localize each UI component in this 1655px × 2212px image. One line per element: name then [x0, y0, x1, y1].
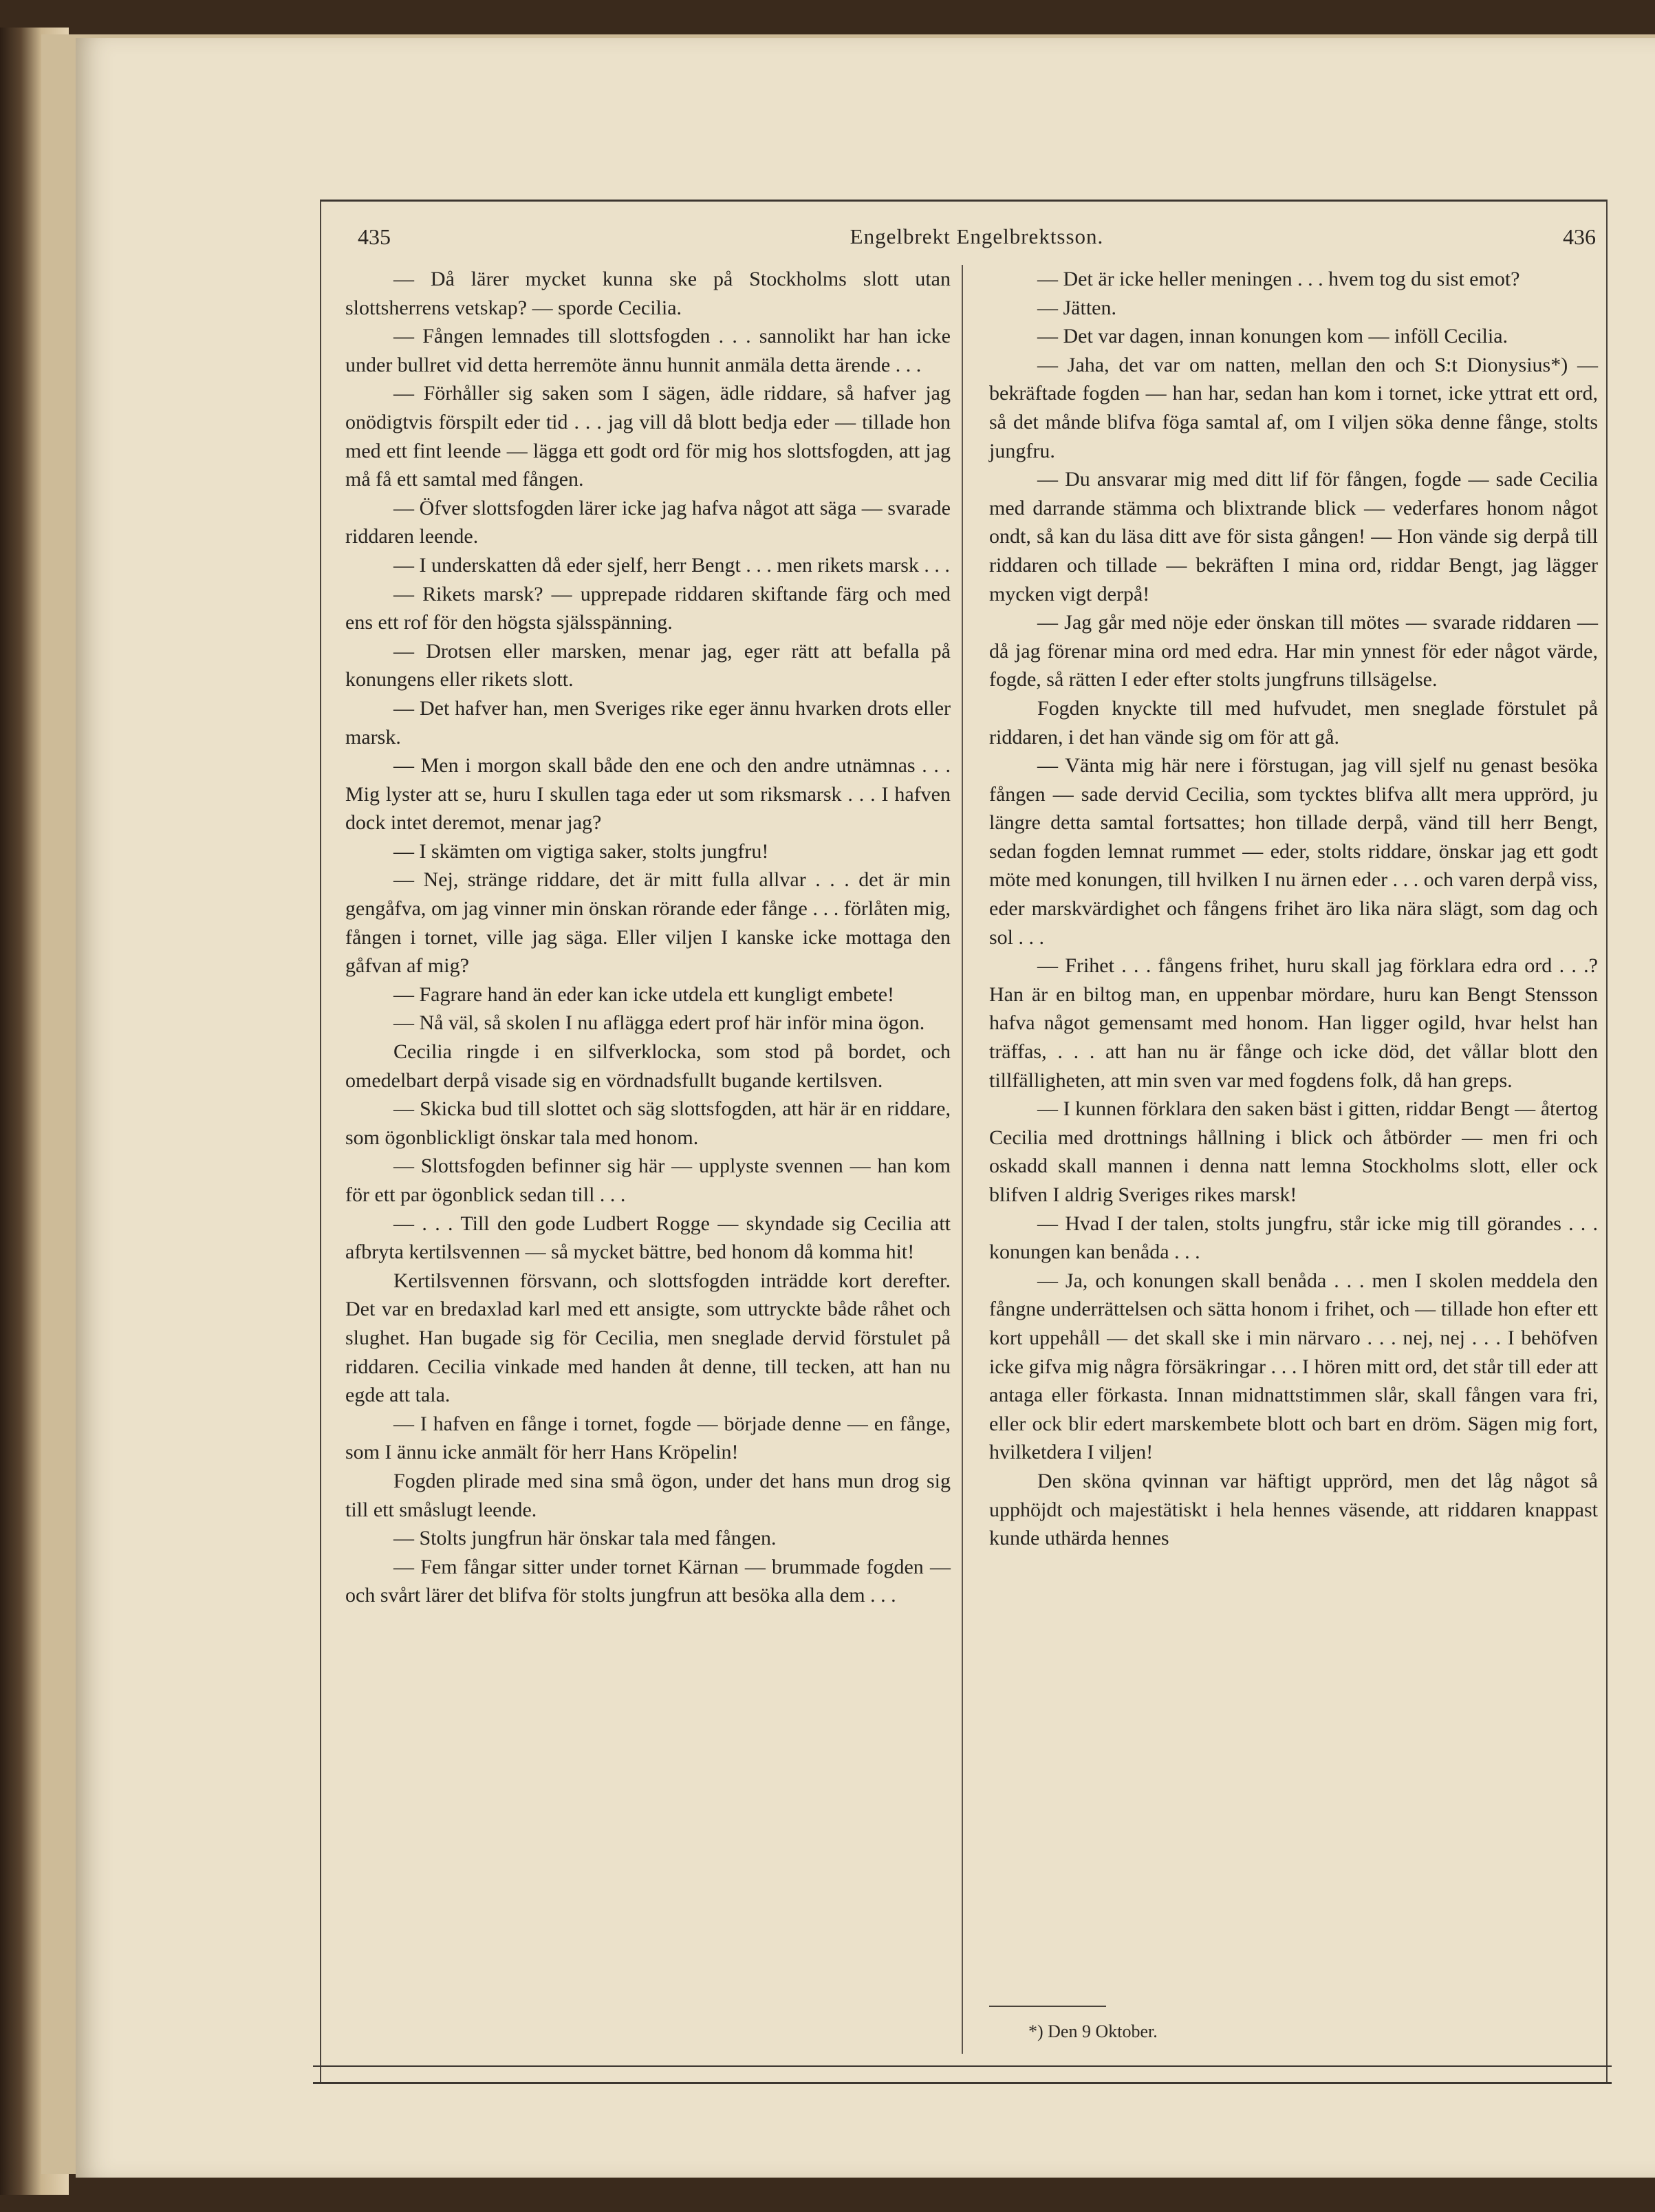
paragraph: Cecilia ringde i en silfverklocka, som stod på bordet, och omedelbart derpå visade sig en vördnadsfullt bugande kertilsven.: [345, 1040, 951, 1092]
paragraph: — Stolts jungfrun här önskar tala med fången.: [393, 1527, 777, 1550]
paragraph: Fogden plirade med sina små ögon, under det hans mun drog sig till ett småslugt leende.: [345, 1469, 951, 1521]
paragraph: — Hvad I der talen, stolts jungfru, står icke mig till görandes . . . konungen kan benåda . . .: [989, 1212, 1598, 1264]
paragraph: — Slottsfogden befinner sig här — upplyste svennen — han kom för ett par ögonblick sedan till . . .: [345, 1155, 951, 1206]
paragraph: — Öfver slottsfogden lärer icke jag hafva något att säga — svarade riddaren leende.: [345, 496, 951, 548]
paragraph: — Rikets marsk? — upprepade riddaren skiftande färg och med ens ett rof för den högsta själsspänning.: [345, 582, 951, 634]
page-number-right: 436: [1563, 224, 1596, 249]
left-column: [345, 265, 951, 1610]
right-column: [989, 265, 1598, 1553]
paragraph: — Det hafver han, men Sveriges rike eger ännu hvarken drots eller marsk.: [345, 696, 951, 749]
paragraph: — I hafven en fånge i tornet, fogde — började denne — en fånge, som I ännu icke anmält för herr Hans Kröpelin!: [345, 1412, 951, 1464]
paragraph: — Nej, stränge riddare, det är mitt fulla allvar . . . det är min gengåfva, om jag vinner min önskan rörande eder fånge . . . förlåten mig, fången i tornet, ville jag säga. Eller viljen I kanske icke mottaga den gåfvan af mig?: [345, 868, 951, 978]
paragraph: — Drotsen eller marsken, menar jag, eger rätt att befalla på konungens eller rikets slott.: [345, 639, 951, 691]
paragraph: — Det var dagen, innan konungen kom — inföll Cecilia.: [1037, 325, 1508, 348]
paragraph: — . . . Till den gode Ludbert Rogge — skyndade sig Cecilia att afbryta kertilsvennen — så mycket bättre, bed honom då komma hit!: [345, 1212, 951, 1264]
running-head: [358, 220, 1596, 255]
paragraph: — Jaha, det var om natten, mellan den och S:t Dionysius*) — bekräftade fogden — han har, sedan han kom i tornet, icke yttrat ett ord, så det månde blifva föga samtal af, om I viljen söka denne fånge, stolts jungfru.: [989, 353, 1598, 462]
paragraph: — Då lärer mycket kunna ske på Stockholms slott utan slottsherrens vetskap? — sporde Cecilia.: [345, 268, 951, 319]
paragraph: Kertilsvennen försvann, och slottsfogden inträdde kort derefter. Det var en bredaxlad karl med ett ansigte, som uttryckte både råhet och slughet. Han bugade sig för Cecilia, men sneglade dervid förstulet på riddaren. Cecilia vinkade med handen åt denne, till tecken, att han nu egde att tala.: [345, 1269, 951, 1407]
paragraph: — Skicka bud till slottet och säg slottsfogden, att här är en riddare, som ögonblickligt önskar tala med honom.: [345, 1097, 951, 1149]
paragraph: Fogden knyckte till med hufvudet, men sneglade förstulet på riddaren, i det han vände sig om för att gå.: [989, 696, 1598, 749]
paragraph: — Jag går med nöje eder önskan till mötes — svarade riddaren — då jag förenar mina ord med edra. Har min ynnest för eder något värde, fogde, så rätten I eder efter stolts jungfruns tillsägelse.: [989, 611, 1598, 691]
footnote: *) Den 9 Oktober.: [1028, 2021, 1158, 2041]
paragraph: Den sköna qvinnan var häftigt upprörd, men det låg något så upphöjdt och majestätiskt i hela hennes väsende, att riddaren knappast kunde uthärda hennes: [989, 1469, 1598, 1550]
running-title: Engelbrekt Engelbrektsson.: [850, 224, 1104, 248]
paragraph: — Frihet . . . fångens frihet, huru skall jag förklara edra ord . . .? Han är en biltog man, en uppenbar mördare, huru kan Bengt Stensson hafva något gemensamt med honom. Han ligger ogild, hvar helst han träffas, . . . att han nu är fånge och icke död, det vållar blott den tillfälligheten, att min sven var med fogdens folk, då han greps.: [989, 954, 1598, 1092]
paragraph: — Fem fångar sitter under tornet Kärnan — brummade fogden — och svårt lärer det blifva för stolts jungfrun att besöka alla dem . . .: [345, 1555, 951, 1607]
paragraph: — Ja, och konungen skall benåda . . . men I skolen meddela den fångne underrättelsen och sätta honom i frihet, och — tillade hon efter ett kort uppehåll — det skall ske i min närvaro . . . nej, nej . . . I behöfven icke gifva mig några försäkringar . . . I hören mitt ord, det står till eder att antaga eller förkasta. Innan midnattstimmen slår, skall fången vara fri, eller ock blir edert marskembete blott och bart en dröm. Sägen mig fort, hvilketdera I viljen!: [989, 1269, 1598, 1464]
paragraph: — Det är icke heller meningen . . . hvem tog du sist emot?: [1037, 268, 1520, 290]
footnote-rule: [989, 2006, 1106, 2007]
paragraph: — Jätten.: [1037, 296, 1116, 319]
paragraph: — Men i morgon skall både den ene och den andre utnämnas . . . Mig lyster att se, huru I skullen taga eder ut som riksmarsk . . . I hafven dock intet deremot, menar jag?: [345, 754, 951, 835]
paragraph: — Du ansvarar mig med ditt lif för fången, fogde — sade Cecilia med darrande stämma och blixtrande blick — vederfares honom något ondt, så kan du läsa ditt ave för sista gången! — Hon vände sig derpå till riddaren och tillade — bekräften I mina ord, riddar Bengt, jag lägger mycken vigt derpå!: [989, 468, 1598, 605]
paragraph: — Nå väl, så skolen I nu aflägga edert prof här inför mina ögon.: [393, 1011, 925, 1035]
paragraph: — I kunnen förklara den saken bäst i gitten, riddar Bengt — återtog Cecilia med drottnings hållning i blick och åtbörder — men fri och oskadd skall mannen i denna natt lemna Stockholms slott, eller ock blifven I aldrig Sveriges rikes marsk!: [989, 1097, 1598, 1206]
paragraph: — Fången lemnades till slottsfogden . . . sannolikt har han icke under bullret vid detta herremöte ännu hunnit anmäla detta ärende . . .: [345, 325, 951, 376]
paragraph: — Förhåller sig saken som I sägen, ädle riddare, så hafver jag onödigtvis förspilt eder tid . . . jag vill då blott bedja eder — tillade hon med ett fint leende — lägga ett godt ord för mig hos slottsfogden, att jag må få ett samtal med fången.: [345, 382, 951, 491]
paragraph: — Fagrare hand än eder kan icke utdela ett kungligt embete!: [393, 982, 895, 1006]
paragraph: — I underskatten då eder sjelf, herr Bengt . . . men rikets marsk . . .: [393, 553, 950, 577]
column-divider: [962, 265, 963, 2054]
page-number-left: 435: [358, 224, 391, 249]
paragraph: — Vänta mig här nere i förstugan, jag vill sjelf nu genast besöka fången — sade dervid Cecilia, som tycktes blifva allt mera upprörd, ju längre detta samtal fortsattes; hon tillade derpå, vänd till herr Bengt, sedan fogden lemnat rummet — eder, stolts riddare, önskar jag ett godt möte med konungen, till hvilken I nu ärnen eder . . . och varen derpå viss, eder marskvärdighet och fångens frihet äro lika nära slägt, som dag och sol . . .: [989, 754, 1598, 949]
paragraph: — I skämten om vigtiga saker, stolts jungfru!: [393, 839, 769, 863]
page-frame-bottom-rule: [313, 2065, 1612, 2084]
